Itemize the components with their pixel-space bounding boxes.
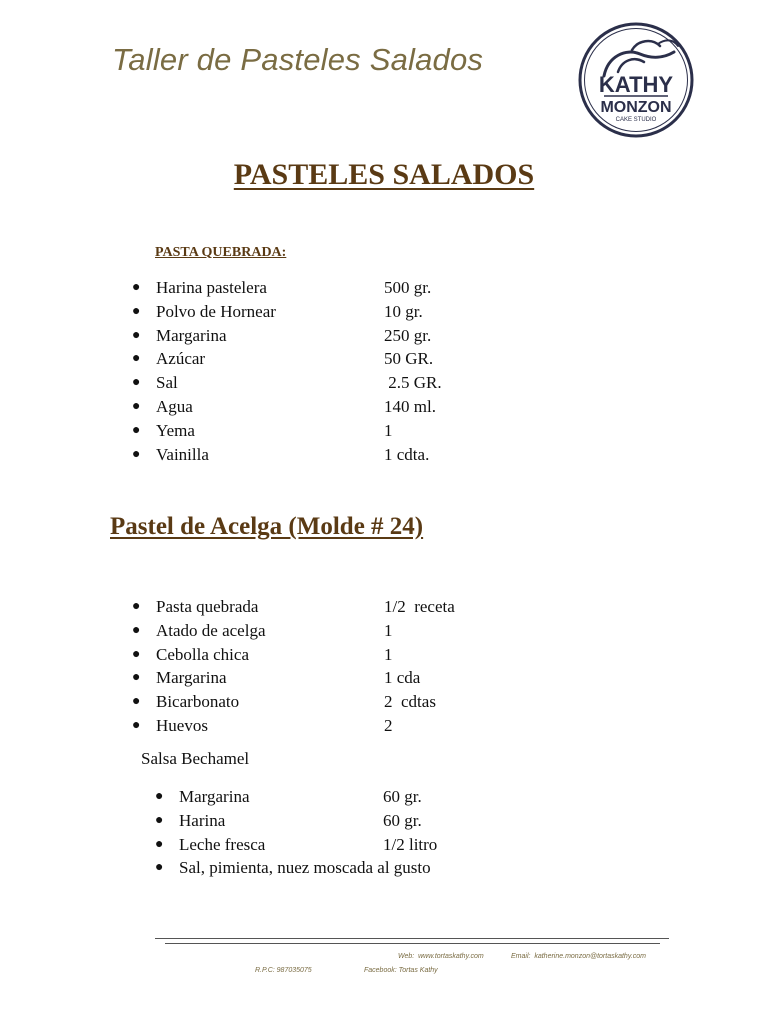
- ingredient-name: Vainilla: [156, 444, 209, 464]
- ingredient-qty: 60 gr.: [383, 810, 422, 830]
- kathy-monzon-logo: [574, 22, 698, 138]
- bullet-icon: ●: [155, 812, 164, 828]
- bullet-icon: ●: [132, 422, 141, 438]
- logo-line2: MONZON: [600, 99, 672, 116]
- bullet-icon: ●: [132, 280, 141, 295]
- bullet-icon: ●: [132, 375, 141, 391]
- bullet-icon: ●: [132, 351, 141, 367]
- ingredient-name: Sal, pimienta, nuez moscada al gusto: [179, 858, 431, 878]
- bullet-icon: ●: [132, 303, 141, 319]
- ingredient-qty: 140 ml.: [384, 396, 436, 416]
- ingredient-qty: 500 gr.: [384, 278, 432, 297]
- footer-facebook: Facebook: Tortas Kathy: [364, 967, 438, 974]
- ingredient-qty: 2: [384, 715, 393, 735]
- ingredient-name: Agua: [156, 396, 193, 416]
- salsa-bechamel-label: Salsa Bechamel: [141, 749, 250, 768]
- bullet-icon: ●: [132, 670, 141, 686]
- ingredient-name: Polvo de Hornear: [156, 301, 276, 321]
- bullet-icon: ●: [132, 398, 141, 414]
- ingredient-name: Sal: [156, 373, 178, 393]
- bullet-icon: ●: [155, 789, 164, 804]
- bullet-icon: ●: [132, 327, 141, 343]
- ingredient-name: Harina pastelera: [156, 278, 267, 297]
- ingredient-qty: 1: [384, 644, 393, 664]
- recipe-title: Pastel de Acelga (Molde # 24): [110, 513, 424, 540]
- ingredient-qty: 250 gr.: [384, 325, 432, 345]
- ingredient-qty: 1: [384, 420, 393, 440]
- pasta-quebrada-label: PASTA QUEBRADA:: [155, 245, 287, 260]
- footer-divider: [165, 943, 660, 944]
- ingredient-qty: 1 cdta.: [384, 444, 430, 464]
- header-title: Taller de Pasteles Salados: [112, 42, 484, 77]
- ingredient-qty: 2.5 GR.: [384, 373, 442, 393]
- logo-line3: CAKE STUDIO: [615, 117, 657, 123]
- bullet-icon: ●: [155, 860, 164, 876]
- ingredient-name: Margarina: [156, 325, 227, 345]
- bullet-icon: ●: [132, 446, 141, 462]
- bullet-icon: ●: [132, 622, 141, 638]
- ingredient-qty: 10 gr.: [384, 301, 423, 321]
- bullet-icon: ●: [132, 694, 141, 710]
- ingredient-qty: 50 GR.: [384, 349, 434, 369]
- bullet-icon: ●: [132, 717, 141, 733]
- ingredient-qty: 1: [384, 620, 393, 640]
- ingredient-name: Harina: [179, 810, 226, 830]
- footer-rpc: R.P.C: 987035075: [255, 967, 312, 974]
- ingredient-name: Margarina: [179, 787, 250, 806]
- footer-divider: [155, 938, 669, 939]
- ingredient-name: Cebolla chica: [156, 644, 249, 664]
- ingredient-name: Bicarbonato: [156, 692, 240, 712]
- footer-email: Email: katherine.monzon@tortaskathy.com: [511, 953, 646, 960]
- bullet-icon: ●: [132, 646, 141, 662]
- logo-line1: KATHY: [598, 72, 674, 97]
- ingredient-name: Margarina: [156, 668, 227, 688]
- bullet-icon: ●: [155, 836, 164, 852]
- ingredient-name: Leche fresca: [179, 834, 266, 854]
- ingredient-qty: 60 gr.: [383, 787, 422, 806]
- ingredient-qty: 1 cda: [384, 668, 421, 688]
- bullet-icon: ●: [132, 599, 141, 614]
- ingredient-name: Atado de acelga: [156, 620, 266, 640]
- ingredient-name: Azúcar: [156, 349, 206, 369]
- ingredient-name: Huevos: [156, 715, 208, 735]
- page-title: PASTELES SALADOS: [233, 158, 535, 191]
- ingredient-qty: 1/2 litro: [383, 834, 438, 854]
- ingredient-qty: 1/2 receta: [384, 597, 455, 616]
- ingredient-qty: 2 cdtas: [384, 692, 436, 712]
- ingredient-name: Pasta quebrada: [156, 597, 259, 616]
- ingredient-name: Yema: [156, 420, 195, 440]
- footer-web: Web: www.tortaskathy.com: [398, 953, 484, 960]
